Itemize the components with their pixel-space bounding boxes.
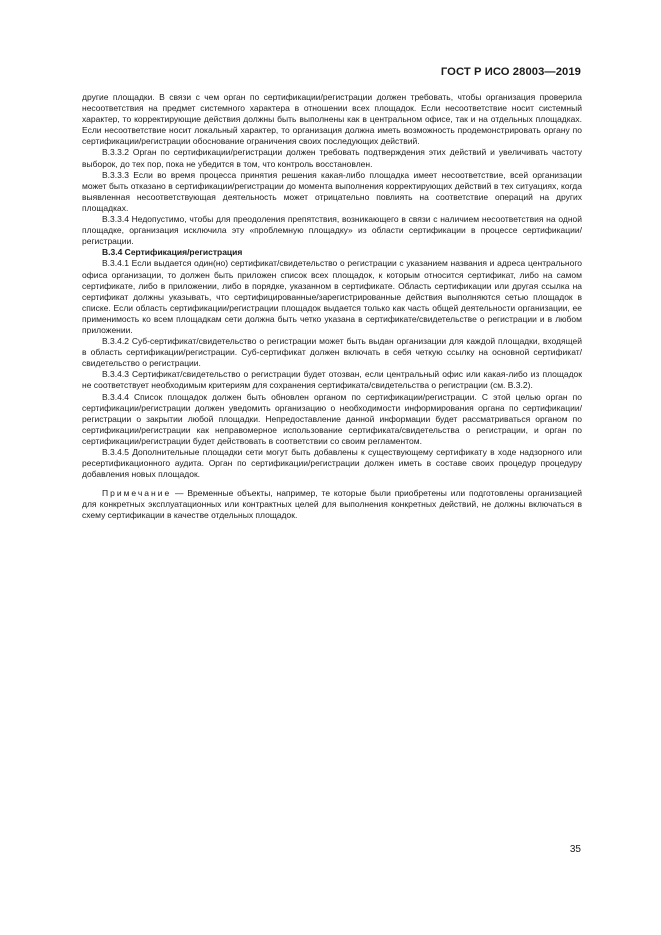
clause-b-3-3-3: В.3.3.3 Если во время процесса принятия решения какая-либо площадка имеет несоответствие, всей организации может быть отказано в сертификации/регистрации до момента выполнения корректирующих действий в тех ситуациях, когда выявленная несоответствующая деятельность может отрицательно повлиять на соответствие операций на других площадках.: [82, 169, 582, 213]
note-label: Примечание: [102, 488, 172, 499]
note-text: — Временные объекты, например, те которые были приобретены или подготовлены организацией для конкретных эксплуатационных или контрактных целей для выполнения конкретных действий, не должны включаться в схему сертификации в качестве отдельных площадок.: [82, 488, 582, 521]
clause-b-3-3-4: В.3.3.4 Недопустимо, чтобы для преодоления препятствия, возникающего в связи с наличием несоответствия на одной площадке, организация исключила эту «проблемную площадку» из области сертификации в процессе сертификации/регистрации.: [82, 214, 582, 247]
document-body: [82, 92, 582, 522]
section-heading-b-3-4: В.3.4 Сертификация/регистрация: [102, 247, 243, 258]
clause-b-3-3-2: В.3.3.2 Орган по сертификации/регистрации должен требовать подтверждения этих действий и увеличивать частоту выборок, до тех пор, пока не убедится в том, что контроль восстановлен.: [82, 147, 582, 169]
paragraph-continuation: другие площадки. В связи с чем орган по сертификации/регистрации должен требовать, чтобы организация проверила несоответствия на предмет системного характера в отношении всех площадок. Если несоответствие носит системный характер, то корректирующие действия должны быть выполнены как в центральном офисе, так и на отдельных площадках. Если несоответствие носит локальный характер, то организация должна иметь возможность продемонстрировать органу по сертификации/регистрации обоснование ограничения своих последующих действий.: [82, 92, 582, 147]
clause-b-3-4-1: В.3.4.1 Если выдается один(но) сертификат/свидетельство о регистрации с указанием названия и адреса центрального офиса организации, то должен быть приложен список всех площадок, к которым относится сертификат, либо на самом сертификате, либо в приложении, либо в порядке, указанном в сертификате. Область сертификации или другая ссылка на сертификат должны указывать, что сертифицированные/зарегистрированные действия выполняются сетью площадок в списке. Если область сертификации/регистрации площадок выдается только как часть общей деятельности организации, ее применимость ко всем площадкам сети должна быть четко указана в сертификате/свидетельстве о регистрации и в любом приложении.: [82, 258, 582, 335]
page-number: 35: [569, 844, 581, 855]
clause-b-3-4-4: В.3.4.4 Список площадок должен быть обновлен органом по сертификации/регистрации. С этой целью орган по сертификации/регистрации должен уведомить организацию о необходимости информирования органа по сертификации/регистрации о закрытии любой площадки. Непредоставление данной информации будет рассматриваться органом по сертификации/регистрации как неправомерное использование сертификата/свидетельства о регистрации, и орган по сертификации/регистрации будет действовать в соответствии со своим регламентом.: [82, 391, 582, 446]
clause-b-3-4-5: В.3.4.5 Дополнительные площадки сети могут быть добавлены к существующему сертификату в ходе надзорного или ресертификационного аудита. Орган по сертификации/регистрации должен иметь в составе своих процедур процедуру добавления новых площадок.: [82, 447, 582, 480]
clause-b-3-4-2: В.3.4.2 Суб-сертификат/свидетельство о регистрации может быть выдан организации для каждой площадки, входящей в область сертификации/регистрации. Суб-сертификат должен включать в себя четкую ссылку на основной сертификат/свидетельство о регистрации.: [82, 336, 582, 369]
note-paragraph: [82, 488, 582, 521]
clause-b-3-4-3: В.3.4.3 Сертификат/свидетельство о регистрации будет отозван, если центральный офис или какая-либо из площадок не соответствует необходимым критериям для сохранения сертификата/свидетельства о регистрации (см. В.3.2).: [82, 369, 582, 391]
document-header: ГОСТ Р ИСО 28003—2019: [440, 66, 581, 78]
